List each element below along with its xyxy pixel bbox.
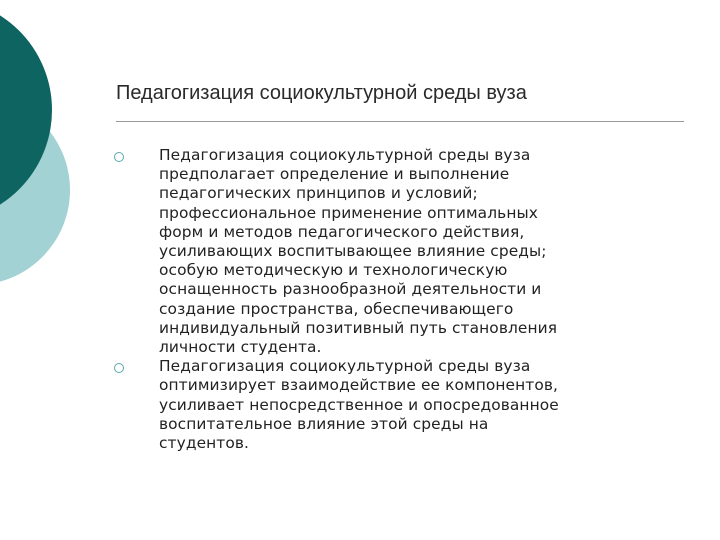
bullet-line: профессиональное применение оптимальных bbox=[159, 203, 538, 222]
bullet-line: создание пространства, обеспечивающего bbox=[159, 299, 514, 318]
bullet-line: Педагогизация социокультурной среды вуза bbox=[159, 357, 531, 376]
title-divider bbox=[116, 121, 684, 122]
bullet-text-2 bbox=[159, 357, 684, 453]
bullet-line: особую методическую и технологическую bbox=[159, 261, 508, 280]
bullet-line: усиливающих воспитывающее влияние среды; bbox=[159, 242, 547, 261]
bullet-list bbox=[114, 146, 684, 453]
bullet-line: усиливает непосредственное и опосредованное bbox=[159, 395, 559, 414]
decorative-circles bbox=[0, 0, 120, 300]
bullet-line: личности студента. bbox=[159, 338, 322, 357]
bullet-line: оптимизирует взаимодействие ее компонентов, bbox=[159, 376, 559, 395]
bullet-circle-icon bbox=[114, 363, 124, 373]
bullet-circle-icon bbox=[114, 152, 124, 162]
bullet-line: оснащенность разнообразной деятельности и bbox=[159, 280, 542, 299]
bullet-text-1 bbox=[159, 146, 684, 357]
bullet-line: педагогических принципов и условий; bbox=[159, 184, 478, 203]
bullet-line: форм и методов педагогического действия, bbox=[159, 222, 525, 241]
bullet-item-2 bbox=[114, 357, 684, 453]
slide-title: Педагогизация социокультурной среды вуза bbox=[116, 82, 527, 104]
bullet-line: предполагает определение и выполнение bbox=[159, 165, 510, 184]
bullet-line: индивидуальный позитивный путь становления bbox=[159, 318, 558, 337]
bullet-line: воспитательное влияние этой среды на bbox=[159, 414, 489, 433]
bullet-line: студентов. bbox=[159, 434, 250, 453]
bullet-item-1 bbox=[114, 146, 684, 357]
bullet-line: Педагогизация социокультурной среды вуза bbox=[159, 146, 531, 164]
